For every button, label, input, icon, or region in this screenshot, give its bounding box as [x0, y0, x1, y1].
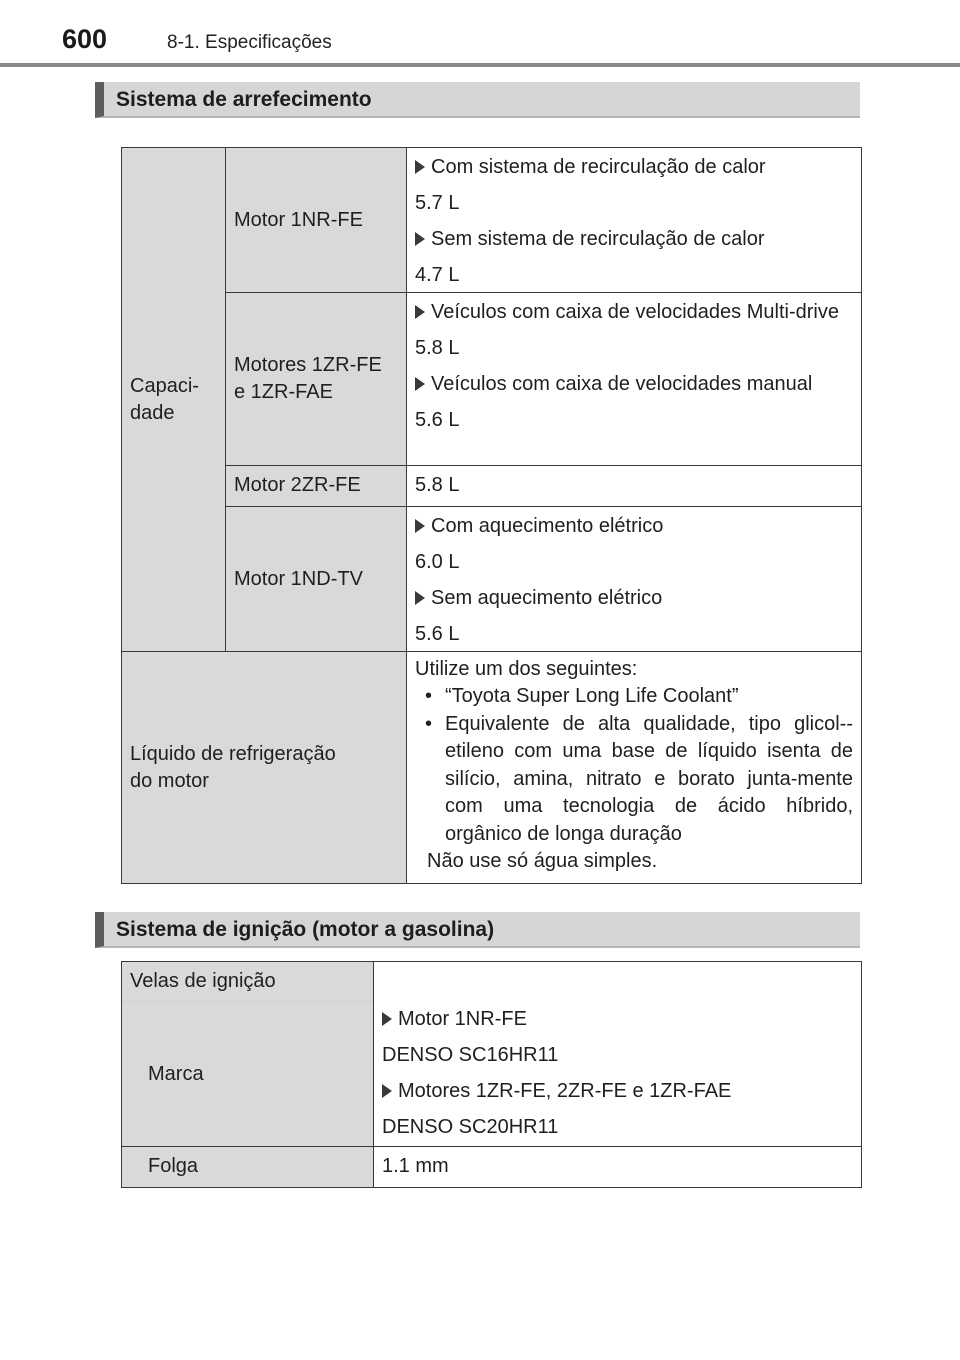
brand-label: Marca: [148, 1062, 204, 1085]
spark-plugs-label: Velas de ignição: [122, 962, 373, 1002]
engine-label: Motor 1NR-FE: [234, 208, 363, 231]
arrow-right-icon: [415, 305, 425, 319]
arrow-right-icon: [382, 1084, 392, 1098]
value-cell: [407, 466, 862, 507]
value-cell: [407, 507, 862, 652]
condition-item: Com sistema de recirculação de calor: [415, 154, 853, 181]
chapter-title: 8-1. Especificações: [167, 32, 332, 53]
page-number: 600: [62, 24, 108, 54]
condition-item: Veículos com caixa de velocidades Multi-drive: [415, 299, 853, 326]
engine-label: Motor 1ND-TV: [234, 567, 363, 590]
section-heading-cooling: [95, 82, 860, 118]
engine-item: Motores 1ZR-FE, 2ZR-FE e 1ZR-FAE: [382, 1078, 853, 1105]
capacity-value: 5.7 L: [415, 192, 460, 214]
spark-plug-label-cell: [122, 962, 374, 1147]
gap-label-cell: [122, 1147, 374, 1188]
engine-cell: [226, 293, 407, 466]
coolant-intro: Utilize um dos seguintes:: [415, 658, 638, 680]
condition-item: Sem sistema de recirculação de calor: [415, 226, 853, 253]
page-header: [0, 0, 960, 68]
arrow-right-icon: [415, 160, 425, 174]
capacity-value: 5.6 L: [415, 409, 460, 431]
spark-plug-model: DENSO SC20HR11: [382, 1116, 559, 1138]
brand-value-cell: [374, 962, 862, 1147]
spark-plug-model: DENSO SC16HR11: [382, 1044, 559, 1066]
cooling-spec-table: [121, 147, 862, 884]
engine-cell: [226, 466, 407, 507]
arrow-right-icon: [415, 591, 425, 605]
gap-value-cell: [374, 1147, 862, 1188]
capacity-value: 5.8 L: [415, 474, 460, 496]
section-title: Sistema de arrefecimento: [116, 88, 372, 111]
capacity-cell: [122, 148, 226, 652]
gap-value: 1.1 mm: [382, 1155, 449, 1177]
section-title: Sistema de ignição (motor a gasolina): [116, 918, 495, 941]
coolant-option: • Equivalente de alta qualidade, tipo glicol--etileno com uma base de líquido isenta de silício, amina, nitrato e borato junta-mente com uma tecnologia de ácido híbrido, orgânico de longa duração: [425, 712, 853, 845]
coolant-note: Não use só água simples.: [427, 850, 658, 872]
coolant-label-cell: [122, 652, 407, 884]
condition-item: Sem aquecimento elétrico: [415, 585, 853, 612]
coolant-label: Líquido de refrigeração do motor: [130, 742, 336, 792]
coolant-value-cell: [407, 652, 862, 884]
capacity-value: 4.7 L: [415, 264, 460, 286]
capacity-value: 5.8 L: [415, 337, 460, 359]
condition-item: Veículos com caixa de velocidades manual: [415, 371, 853, 398]
coolant-option: • “Toyota Super Long Life Coolant”: [425, 685, 739, 707]
value-cell: [407, 293, 862, 466]
capacity-value: 5.6 L: [415, 623, 460, 645]
arrow-right-icon: [415, 377, 425, 391]
section-heading-ignition: [95, 912, 860, 948]
condition-item: Com aquecimento elétrico: [415, 513, 853, 540]
capacity-label: Capaci- dade: [130, 374, 199, 424]
ignition-spec-table: [121, 961, 862, 1188]
engine-cell: [226, 507, 407, 652]
gap-label: Folga: [148, 1155, 199, 1177]
arrow-right-icon: [382, 1012, 392, 1026]
arrow-right-icon: [415, 519, 425, 533]
engine-label: Motores 1ZR-FE e 1ZR-FAE: [234, 354, 382, 403]
header-divider: [0, 63, 960, 67]
engine-label: Motor 2ZR-FE: [234, 474, 361, 496]
arrow-right-icon: [415, 232, 425, 246]
engine-item: Motor 1NR-FE: [382, 1006, 853, 1033]
capacity-value: 6.0 L: [415, 551, 460, 573]
engine-cell: [226, 148, 407, 293]
value-cell: [407, 148, 862, 293]
